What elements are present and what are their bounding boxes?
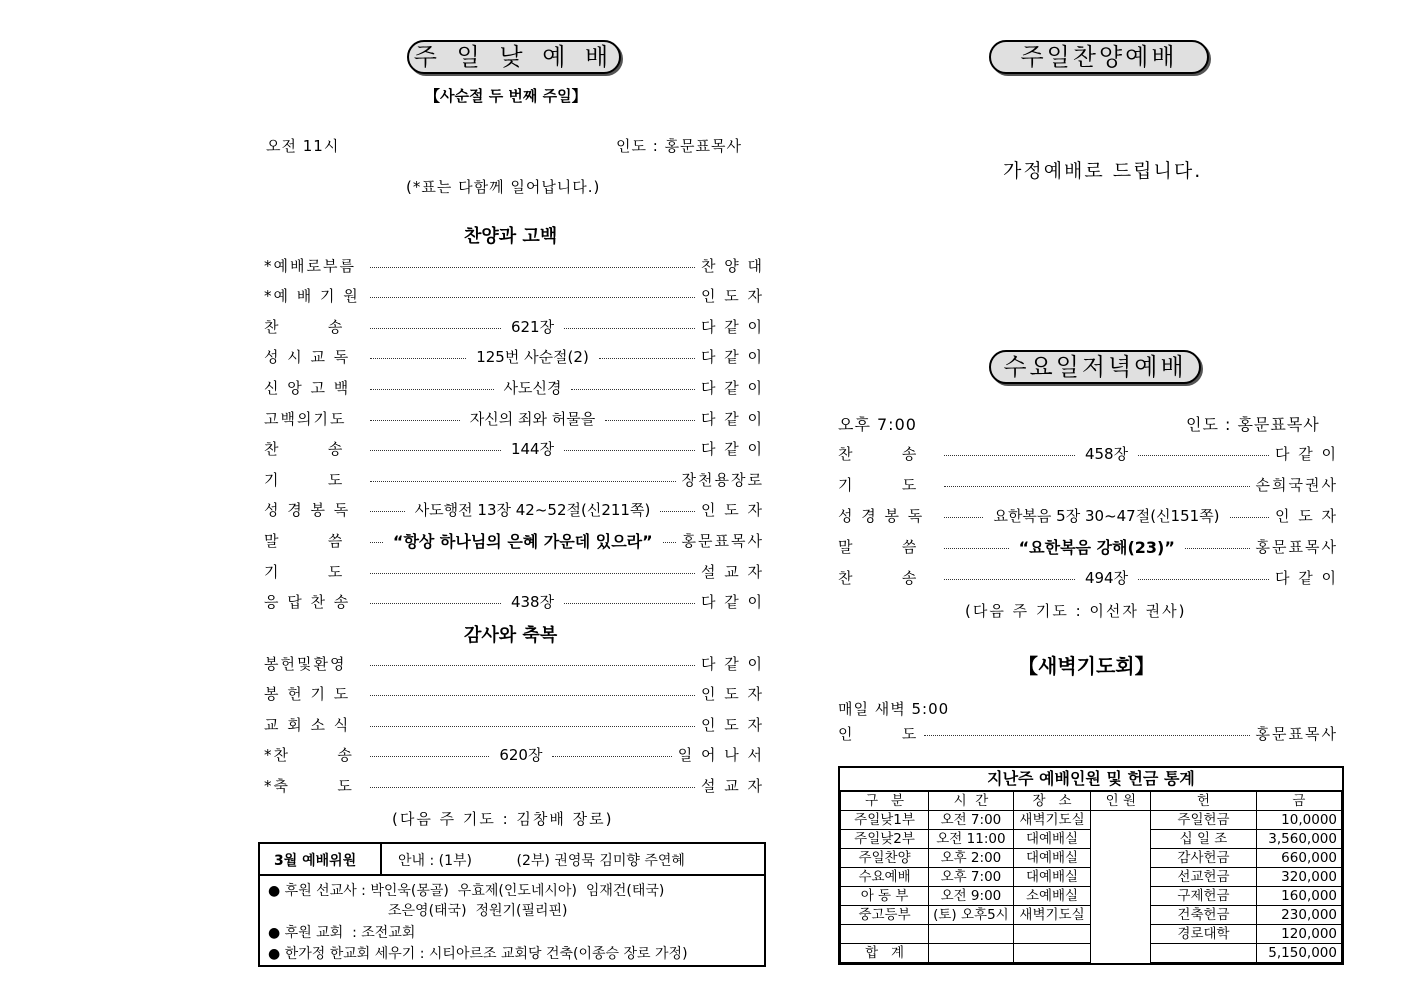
leader-dots (564, 603, 695, 604)
stats-cell: 주일낮2부 (841, 830, 929, 849)
stats-cell: 십 일 조 (1151, 830, 1256, 849)
order-content: 144장 (510, 440, 555, 459)
order-row (264, 315, 764, 337)
stats-header-cell: 인 원 (1091, 792, 1151, 811)
leader-dots (370, 328, 501, 329)
leader-dots (370, 389, 494, 390)
order-row (264, 652, 764, 674)
stats-cell: 소예배실 (1013, 887, 1091, 906)
stats-header-cell: 금 (1256, 792, 1341, 811)
order-label: 성 경 봉 독 (264, 501, 351, 520)
next-week-prayer: (다음 주 기도 : 김창배 장로) (392, 810, 614, 828)
leader-dots (571, 389, 695, 390)
order-content: 438장 (510, 593, 555, 612)
stats-row (841, 944, 1342, 963)
stats-cell: 감사헌금 (1151, 849, 1256, 868)
committee-guide: 안내 : (1부) (2부) 권영묵 김미향 주연혜 (398, 853, 685, 869)
order-label: *찬 송 (264, 746, 354, 765)
stats-cell: 선교헌금 (1151, 868, 1256, 887)
leader-dots (1138, 579, 1269, 580)
order-person: 인 도 자 (701, 501, 765, 520)
family-worship-note: 가정예배로 드립니다. (1003, 160, 1203, 182)
order-row (264, 438, 764, 460)
wednesday-evening-worship-title: 수요일저녁예배 (989, 350, 1201, 384)
order-label: 찬 송 (264, 440, 345, 459)
leader-dots (663, 542, 676, 543)
order-row (264, 376, 764, 398)
leader-dots (599, 358, 695, 359)
standing-note: (*표는 다함께 일어납니다.) (406, 178, 601, 196)
order-person: 손희국권사 (1255, 475, 1338, 494)
stats-cell (1091, 868, 1151, 887)
order-label: 말 씀 (264, 531, 345, 550)
order-person: 다 같 이 (1275, 569, 1339, 588)
section-praise-confession: 찬양과 고백 (464, 226, 558, 247)
stats-cell: 오후 2:00 (929, 849, 1014, 868)
stats-cell: 10,0000 (1256, 811, 1341, 830)
leader-dots (370, 481, 676, 482)
order-row (264, 713, 764, 735)
order-person: 홍문표목사 (1255, 538, 1338, 557)
order-row (264, 744, 764, 766)
wednesday-time: 오후 7:00 (838, 415, 917, 434)
order-row (264, 591, 764, 613)
stats-cell: 합 계 (841, 944, 929, 963)
leader-dots (370, 450, 501, 451)
leader-dots (660, 511, 695, 512)
order-person: 장천용장로 (681, 470, 764, 489)
leader-dots (944, 455, 1075, 456)
order-content: 사도신경 (503, 378, 562, 397)
leader-dots (944, 486, 1250, 487)
stats-cell: 주일낮1부 (841, 811, 929, 830)
leader-dots (1138, 455, 1269, 456)
stats-row (841, 906, 1342, 925)
order-content: 494장 (1084, 569, 1129, 588)
order-person: 다 같 이 (700, 654, 764, 673)
stats-cell: 구제헌금 (1151, 887, 1256, 906)
stats-header-cell: 시 간 (929, 792, 1014, 811)
order-label: 찬 송 (264, 317, 345, 336)
sunday-praise-worship-title: 주일찬양예배 (989, 40, 1209, 74)
order-label: 응 답 찬 송 (264, 593, 351, 612)
order-row (264, 560, 764, 582)
stats-cell: 5,150,000 (1256, 944, 1341, 963)
dawn-leader-label: 인 도 (838, 724, 919, 743)
order-person: 일 어 나 서 (677, 746, 765, 765)
order-label: 기 도 (264, 470, 345, 489)
stats-cell: 320,000 (1256, 868, 1341, 887)
order-row (264, 254, 764, 276)
leader-dots (370, 297, 695, 298)
stats-header-row (841, 792, 1342, 811)
stats-cell: 아 동 부 (841, 887, 929, 906)
stats-cell (1091, 830, 1151, 849)
stats-header-cell: 구 분 (841, 792, 929, 811)
leader-dots (370, 695, 695, 696)
leader-dots (370, 665, 695, 666)
order-row (264, 285, 764, 307)
order-label: 찬 송 (838, 569, 919, 588)
order-row (264, 346, 764, 368)
stats-cell: 오전 7:00 (929, 811, 1014, 830)
stats-cell: 대예배실 (1013, 849, 1091, 868)
leader-dots (370, 603, 501, 604)
stats-cell: 주일헌금 (1151, 811, 1256, 830)
order-row (838, 504, 1338, 526)
order-person: 다 같 이 (701, 378, 765, 397)
leader-dots (944, 579, 1075, 580)
section-thanks-blessing: 감사와 축복 (464, 625, 558, 646)
order-label: *예배로부름 (264, 256, 356, 275)
stats-cell (1013, 925, 1091, 944)
stats-cell (1091, 944, 1151, 963)
leader-dots (370, 573, 695, 574)
stats-row (841, 811, 1342, 830)
committee-label: 3월 예배위원 (274, 853, 357, 869)
stats-cell: 중고등부 (841, 906, 929, 925)
order-content: 621장 (510, 317, 555, 336)
order-person: 다 같 이 (701, 409, 765, 428)
order-row (264, 499, 764, 521)
order-label: 봉헌및환영 (264, 654, 347, 673)
stats-cell: 오후 7:00 (929, 868, 1014, 887)
order-label: 교 회 소 식 (264, 715, 351, 734)
leader-dots (370, 787, 695, 788)
sunday-worship-title: 주 일 낮 예 배 (407, 40, 621, 74)
subtitle-lent: 【사순절 두 번째 주일】 (425, 87, 587, 105)
order-content: “항상 하나님의 은혜 가운데 있으라” (392, 531, 653, 551)
stats-row (841, 887, 1342, 906)
stats-cell (1091, 849, 1151, 868)
church-planting-project: ● 한가정 한교회 세우기 : 시티아르조 교회당 건축(이종승 장로 가정) (268, 946, 688, 962)
stats-cell: 오전 11:00 (929, 830, 1014, 849)
order-person: 인 도 자 (700, 287, 764, 306)
stats-cell: 수요예배 (841, 868, 929, 887)
stats-row (841, 849, 1342, 868)
order-label: *예 배 기 원 (264, 287, 360, 306)
stats-cell: 주일찬양 (841, 849, 929, 868)
stats-cell: 오전 9:00 (929, 887, 1014, 906)
order-label: 고백의기도 (264, 409, 347, 428)
stats-cell: 660,000 (1256, 849, 1341, 868)
leader-dots (1230, 517, 1269, 518)
order-row (264, 468, 764, 490)
leader-dots (564, 328, 695, 329)
stats-header-cell: 헌 (1151, 792, 1256, 811)
leader-dots (370, 267, 695, 268)
order-label: 말 씀 (838, 538, 919, 557)
order-person: 다 같 이 (701, 593, 765, 612)
stats-cell: 대예배실 (1013, 830, 1091, 849)
committee-box (258, 842, 766, 967)
order-content: 458장 (1084, 444, 1129, 463)
order-person: 홍문표목사 (681, 531, 764, 550)
order-person: 설 교 자 (700, 776, 764, 795)
order-content: 125번 사순절(2) (476, 348, 589, 367)
leader-dots (370, 358, 466, 359)
stats-cell (1151, 944, 1256, 963)
leader-dots (370, 511, 405, 512)
leader-dots (1185, 548, 1250, 549)
missionaries-line2: 조은영(태국) 정원기(필리핀) (388, 903, 568, 919)
stats-cell (1091, 925, 1151, 944)
leader-dots (552, 756, 671, 757)
order-content: “요한복음 강해(23)” (1018, 538, 1175, 558)
order-person: 다 같 이 (1275, 444, 1339, 463)
stats-cell: 새벽기도실 (1013, 811, 1091, 830)
leader-dots (944, 548, 1009, 549)
order-row (838, 536, 1338, 558)
stats-cell: 230,000 (1256, 906, 1341, 925)
order-row (838, 442, 1338, 464)
stats-table (840, 791, 1342, 963)
order-row (264, 529, 764, 551)
stats-title: 지난주 예배인원 및 헌금 통계 (840, 768, 1342, 791)
leader-dots (370, 542, 383, 543)
order-label: *축 도 (264, 776, 354, 795)
stats-cell (1091, 887, 1151, 906)
worship-leader: 인도 : 홍문표목사 (616, 137, 743, 155)
order-person: 인 도 자 (1274, 506, 1338, 525)
order-label: 신 앙 고 백 (264, 378, 351, 397)
order-label: 성 시 교 독 (264, 348, 351, 367)
stats-cell: 건축헌금 (1151, 906, 1256, 925)
leader-dots (370, 420, 460, 421)
stats-cell: 120,000 (1256, 925, 1341, 944)
order-person: 인 도 자 (700, 685, 764, 704)
order-content: 620장 (499, 746, 543, 765)
stats-cell (1013, 944, 1091, 963)
dawn-leader-name: 홍문표목사 (1255, 724, 1338, 743)
order-person: 인 도 자 (700, 715, 764, 734)
stats-cell (929, 944, 1014, 963)
order-person: 찬 양 대 (700, 256, 764, 275)
order-row (838, 567, 1338, 589)
stats-cell: (토) 오후5시 (929, 906, 1014, 925)
order-label: 기 도 (838, 475, 919, 494)
dawn-prayer-title: 【새벽기도회】 (1018, 654, 1155, 678)
leader-dots (564, 450, 695, 451)
stats-table-wrap (838, 766, 1344, 965)
wednesday-leader: 인도 : 홍문표목사 (1186, 415, 1320, 434)
order-label: 기 도 (264, 562, 345, 581)
order-person: 다 같 이 (700, 348, 764, 367)
stats-cell: 3,560,000 (1256, 830, 1341, 849)
order-label: 성 경 봉 독 (838, 506, 925, 525)
wednesday-next-prayer: (다음 주 기도 : 이선자 권사) (965, 602, 1187, 620)
worship-time: 오전 11시 (266, 137, 340, 155)
order-row (838, 473, 1338, 495)
dawn-prayer-time: 매일 새벽 5:00 (838, 700, 950, 718)
missionaries-line1: ● 후원 선교사 : 박인욱(몽골) 우효제(인도네시아) 임재건(태국) (268, 883, 665, 899)
order-person: 다 같 이 (701, 317, 765, 336)
leader-dots (944, 517, 983, 518)
stats-cell (929, 925, 1014, 944)
order-row (264, 683, 764, 705)
stats-row (841, 925, 1342, 944)
order-row (264, 774, 764, 796)
leader-dots (370, 756, 489, 757)
supported-church: ● 후원 교회 : 조전교회 (268, 925, 416, 941)
leader-dots (370, 726, 695, 727)
stats-header-cell: 장 소 (1013, 792, 1091, 811)
order-person: 설 교 자 (700, 562, 764, 581)
stats-cell (1091, 906, 1151, 925)
stats-cell (1091, 811, 1151, 830)
stats-row (841, 830, 1342, 849)
order-content: 사도행전 13장 42~52절(신211쪽) (414, 501, 651, 520)
stats-cell: 160,000 (1256, 887, 1341, 906)
order-label: 봉 헌 기 도 (264, 685, 351, 704)
order-person: 다 같 이 (701, 440, 765, 459)
stats-cell: 경로대학 (1151, 925, 1256, 944)
stats-cell: 새벽기도실 (1013, 906, 1091, 925)
stats-cell (841, 925, 929, 944)
stats-cell: 대예배실 (1013, 868, 1091, 887)
dawn-leader-row (838, 722, 1338, 744)
order-row (264, 407, 764, 429)
order-content: 요한복음 5장 30~47절(신151쪽) (993, 506, 1220, 525)
leader-dots (605, 420, 695, 421)
order-content: 자신의 죄와 허물을 (469, 409, 596, 428)
stats-row (841, 868, 1342, 887)
order-label: 찬 송 (838, 444, 919, 463)
